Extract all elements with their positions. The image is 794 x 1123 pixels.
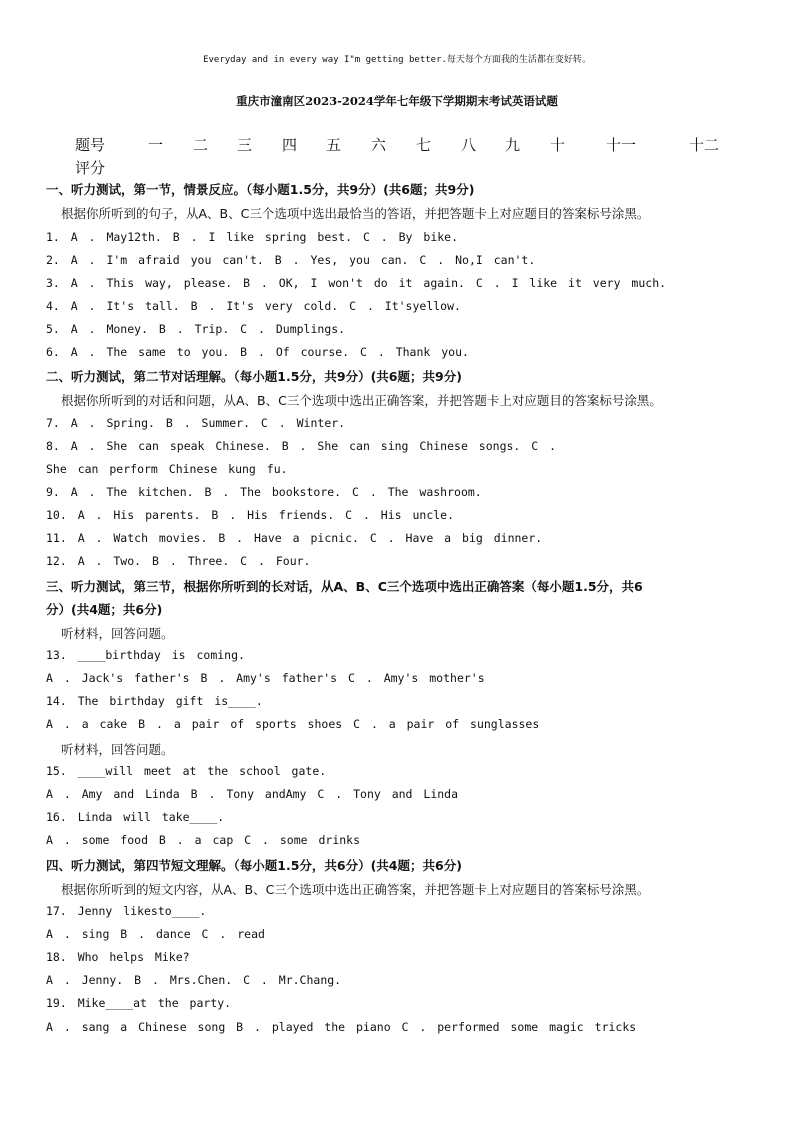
question-19: 19. Mike____at the party.	[46, 996, 232, 1010]
score-col-1: 一	[148, 136, 164, 154]
score-col-11: 十一	[606, 136, 637, 154]
score-col-8: 八	[461, 136, 477, 154]
question-1: 1. A . May12th. B . I like spring best. C . By bike.	[46, 230, 459, 244]
question-7: 7. A . Spring. B . Summer. C . Winter.	[46, 416, 346, 430]
question-8: 8. A . She can speak Chinese. B . She can sing Chinese songs. C .	[46, 439, 557, 453]
section-4-instructions: 根据你所听到的短文内容，从A、B、C三个选项中选出正确答案，并把答题卡上对应题目的答案标号涂黑。	[61, 882, 650, 897]
page-title: 重庆市潼南区2023-2024学年七年级下学期期末考试英语试题	[236, 94, 558, 108]
section-1-instructions: 根据你所听到的句子，从A、B、C三个选项中选出最恰当的答语，并把答题卡上对应题目的答案标号涂黑。	[61, 206, 650, 221]
question-16-options: A . some food B . a cap C . some drinks	[46, 833, 361, 847]
question-18: 18. Who helps Mike?	[46, 950, 190, 964]
section-3-title: 三、听力测试，第三节，根据你所听到的长对话，从A、B、C三个选项中选出正确答案（每小题1.5分，共6	[46, 579, 643, 594]
score-col-9: 九	[505, 136, 521, 154]
question-13: 13. ____birthday is coming.	[46, 648, 245, 662]
question-17-options: A . sing B . dance C . read	[46, 927, 265, 941]
score-col-12: 十二	[689, 136, 720, 154]
question-13-options: A . Jack's father's B . Amy's father's C . Amy's mother's	[46, 671, 485, 685]
question-18-options: A . Jenny. B . Mrs.Chen. C . Mr.Chang.	[46, 973, 342, 987]
section-3-title-cont: 分）(共4题；共6分)	[46, 602, 163, 617]
score-table-header	[75, 134, 735, 154]
score-col-4: 四	[282, 136, 298, 154]
question-3: 3. A . This way, please. B . OK, I won't do it again. C . I like it very much.	[46, 276, 667, 290]
score-col-5: 五	[326, 136, 342, 154]
question-14: 14. The birthday gift is____.	[46, 694, 263, 708]
question-8-cont: She can perform Chinese kung fu.	[46, 462, 288, 476]
section-4-title: 四、听力测试，第四节短文理解。（每小题1.5分，共6分）(共4题；共6分)	[46, 858, 462, 873]
score-col-6: 六	[371, 136, 387, 154]
question-17: 17. Jenny likesto____.	[46, 904, 207, 918]
question-5: 5. A . Money. B . Trip. C . Dumplings.	[46, 322, 346, 336]
question-2: 2. A . I'm afraid you can't. B . Yes, you can. C . No,I can't.	[46, 253, 536, 267]
score-col-7: 七	[416, 136, 432, 154]
section-3-instructions-1: 听材料，回答问题。	[61, 626, 174, 641]
score-col-3: 三	[237, 136, 253, 154]
section-2-instructions: 根据你所听到的对话和问题，从A、B、C三个选项中选出正确答案，并把答题卡上对应题目的答案标号涂黑。	[61, 393, 662, 408]
question-11: 11. A . Watch movies. B . Have a picnic. C . Have a big dinner.	[46, 531, 543, 545]
question-10: 10. A . His parents. B . His friends. C . His uncle.	[46, 508, 455, 522]
question-16: 16. Linda will take____.	[46, 810, 225, 824]
header-motto: Everyday and in every way I"m getting better.每天每个方面我的生活都在变好转。	[203, 55, 591, 65]
question-6: 6. A . The same to you. B . Of course. C . Thank you.	[46, 345, 469, 359]
section-1-title: 一、听力测试，第一节，情景反应。（每小题1.5分，共9分）(共6题；共9分)	[46, 182, 475, 197]
question-15-options: A . Amy and Linda B . Tony andAmy C . Tony and Linda	[46, 787, 459, 801]
question-19-options: A . sang a Chinese song B . played the piano C . performed some magic tricks	[46, 1020, 637, 1034]
score-row-label: 评分	[75, 159, 106, 177]
question-9: 9. A . The kitchen. B . The bookstore. C . The washroom.	[46, 485, 482, 499]
score-table-label: 题号	[75, 136, 106, 154]
question-12: 12. A . Two. B . Three. C . Four.	[46, 554, 311, 568]
section-2-title: 二、听力测试，第二节对话理解。（每小题1.5分，共9分）(共6题；共9分)	[46, 369, 462, 384]
question-4: 4. A . It's tall. B . It's very cold. C . It'syellow.	[46, 299, 461, 313]
question-15: 15. ____will meet at the school gate.	[46, 764, 327, 778]
question-14-options: A . a cake B . a pair of sports shoes C . a pair of sunglasses	[46, 717, 540, 731]
score-col-2: 二	[193, 136, 209, 154]
section-3-instructions-2: 听材料，回答问题。	[61, 742, 174, 757]
score-col-10: 十	[550, 136, 566, 154]
